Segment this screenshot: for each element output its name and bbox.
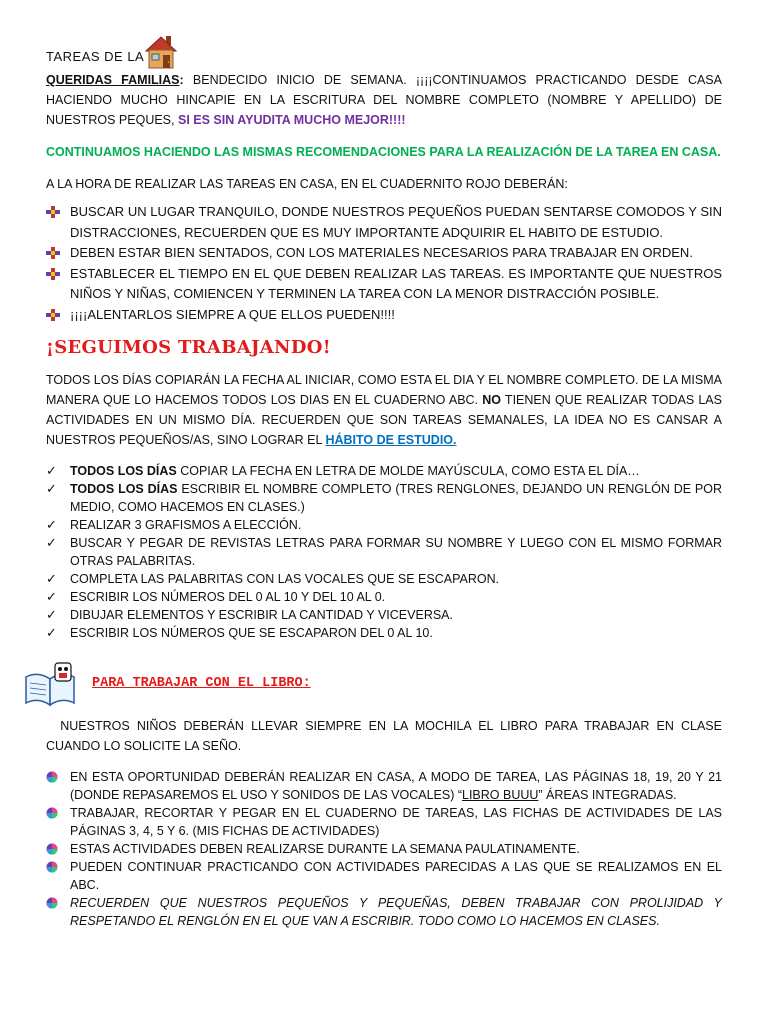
- libro-header: [46, 654, 722, 712]
- list-item: DEBEN ESTAR BIEN SENTADOS, CON LOS MATERIALES NECESARIOS PARA TRABAJAR EN ORDEN.: [46, 243, 722, 264]
- list-item: TRABAJAR, RECORTAR Y PEGAR EN EL CUADERNO DE TAREAS, LAS FICHAS DE ACTIVIDADES DE LAS PÁGINAS 3, 4, 5 Y 6. (MIS FICHAS DE ACTIVIDADES): [46, 804, 722, 840]
- list-item: PUEDEN CONTINUAR PRACTICANDO CON ACTIVIDADES PARECIDAS A LAS QUE SE REALIZAMOS EN EL ABC.: [46, 858, 722, 894]
- document-title: TAREAS DE LA: [46, 49, 145, 64]
- header: [46, 30, 722, 70]
- bullet-icon: [46, 247, 60, 259]
- intro-text: BENDECIDO INICIO DE SEMANA. ¡¡¡¡CONTINUAMOS PRACTICANDO DESDE CASA HACIENDO MUCHO HINCAPIE EN LA ESCRITURA DEL NOMBRE COMPLETO (NOMBRE Y APELLIDO) DE NUESTROS PEQUES,: [46, 73, 722, 127]
- check-icon: ✓: [46, 463, 57, 478]
- list-item: ✓ ESCRIBIR LOS NÚMEROS QUE SE ESCAPARON DEL 0 AL 10.: [46, 625, 433, 640]
- list-item: ✓ ESCRIBIR LOS NÚMEROS DEL 0 AL 10 Y DEL 10 AL 0.: [46, 589, 386, 604]
- list-item: BUSCAR UN LUGAR TRANQUILO, DONDE NUESTROS PEQUEÑOS PUEDAN SENTARSE COMODOS Y SIN DISTRACCIONES, RECUERDEN QUE ES MUY IMPORTANTE ADQUIRIR EL HABITO DE ESTUDIO.: [46, 202, 722, 243]
- book-icon: [22, 655, 80, 711]
- section1-paragraph: TODOS LOS DÍAS COPIARÁN LA FECHA AL INICIAR, COMO ESTA EL DIA Y EL NOMBRE COMPLETO. DE LA MISMA MANERA QUE LO HACEMOS TODOS LOS DIAS EN EL CUADERNO ABC. NO TIENEN QUE REALIZAR TODAS LAS ACTIVIDADES EN UN MISMO DÍA. RECUERDEN QUE SON TAREAS SEMANALES, LA IDEA NO ES CANSAR A NUESTROS PEQUEÑOS/AS, SINO LOGRAR EL HÁBITO DE ESTUDIO.: [46, 373, 722, 447]
- list-item: ESTABLECER EL TIEMPO EN EL QUE DEBEN REALIZAR LAS TAREAS. ES IMPORTANTE QUE NUESTROS NIÑOS Y NIÑAS, COMIENCEN Y TERMINEN LA TAREA CON LA MENOR DISTRACCIÓN POSIBLE.: [46, 264, 722, 305]
- list-item: ✓ BUSCAR Y PEGAR DE REVISTAS LETRAS PARA FORMAR SU NOMBRE Y LUEGO CON EL MISMO FORMAR OTRAS PALABRITAS.: [46, 535, 722, 568]
- document-page: [46, 30, 726, 930]
- check-icon: ✓: [46, 535, 57, 550]
- intro-paragraph: [46, 70, 722, 130]
- intro-label-colon: :: [179, 73, 184, 87]
- bullet-icon: [46, 807, 58, 819]
- check-icon: ✓: [46, 481, 57, 496]
- habito-link[interactable]: HÁBITO DE ESTUDIO.: [325, 433, 457, 447]
- recommendations-list: [46, 202, 722, 325]
- list-item: ✓ TODOS LOS DÍAS COPIAR LA FECHA EN LETRA DE MOLDE MAYÚSCULA, COMO ESTA EL DÍA…: [46, 463, 640, 478]
- list-item: ¡¡¡¡ALENTARLOS SIEMPRE A QUE ELLOS PUEDEN!!!!: [46, 305, 722, 326]
- house-icon: [144, 32, 178, 70]
- list-item: ✓ COMPLETA LAS PALABRITAS CON LAS VOCALES QUE SE ESCAPARON.: [46, 571, 500, 586]
- bullet-icon: [46, 268, 60, 280]
- home-intro: A LA HORA DE REALIZAR LAS TAREAS EN CASA, EN EL CUADERNITO ROJO DEBERÁN:: [46, 177, 568, 191]
- libro-paragraph: NUESTROS NIÑOS DEBERÁN LLEVAR SIEMPRE EN LA MOCHILA EL LIBRO PARA TRABAJAR EN CLASE CUANDO LO SOLICITE LA SEÑO.: [46, 719, 726, 753]
- list-item: [46, 894, 722, 930]
- intro-label: QUERIDAS FAMILIAS: [46, 73, 180, 87]
- check-icon: ✓: [46, 607, 57, 622]
- list-item: ESTAS ACTIVIDADES DEBEN REALIZARSE DURANTE LA SEMANA PAULATINAMENTE.: [46, 840, 722, 858]
- libro-list: [46, 768, 722, 930]
- section-heading-seguimos: ¡SEGUIMOS TRABAJANDO!: [46, 337, 331, 358]
- check-icon: ✓: [46, 517, 57, 532]
- bullet-icon: [46, 843, 58, 855]
- check-icon: ✓: [46, 571, 57, 586]
- check-icon: ✓: [46, 589, 57, 604]
- no-emphasis: NO: [482, 393, 501, 407]
- final-reminder: RECUERDEN QUE NUESTROS PEQUEÑOS Y PEQUEÑAS, DEBEN TRABAJAR CON PROLIJIDAD Y RESPETANDO EL RENGLÓN EN EL QUE VAN A ESCRIBIR. TODO COMO LO HACEMOS EN CLASES.: [70, 896, 722, 928]
- list-item: ✓ REALIZAR 3 GRAFISMOS A ELECCIÓN.: [46, 517, 302, 532]
- check-icon: ✓: [46, 625, 57, 640]
- bullet-icon: [46, 771, 58, 783]
- bullet-icon: [46, 861, 58, 873]
- intro-highlight: SI ES SIN AYUDITA MUCHO MEJOR!!!!: [177, 113, 406, 127]
- bullet-icon: [46, 309, 60, 321]
- bullet-icon: [46, 206, 60, 218]
- list-item: ✓ TODOS LOS DÍAS ESCRIBIR EL NOMBRE COMPLETO (TRES RENGLONES, DEJANDO UN RENGLÓN DE POR MEDIO, COMO HACEMOS EN CLASES.): [46, 481, 722, 514]
- list-item: ✓ DIBUJAR ELEMENTOS Y ESCRIBIR LA CANTIDAD Y VICEVERSA.: [46, 607, 453, 622]
- checklist: [46, 462, 722, 642]
- bullet-icon: [46, 897, 58, 909]
- green-note: CONTINUAMOS HACIENDO LAS MISMAS RECOMENDACIONES PARA LA REALIZACIÓN DE LA TAREA EN CASA.: [46, 145, 721, 159]
- list-item: EN ESTA OPORTUNIDAD DEBERÁN REALIZAR EN CASA, A MODO DE TAREA, LAS PÁGINAS 18, 19, 20 Y 21 (DONDE REPASAREMOS EL USO Y SONIDOS DE LAS VOCALES) “LIBRO BUUU” ÁREAS INTEGRADAS.: [46, 768, 722, 804]
- section-heading-libro: PARA TRABAJAR CON EL LIBRO:: [92, 675, 311, 691]
- libro-buuu-link: LIBRO BUUU: [462, 788, 539, 802]
